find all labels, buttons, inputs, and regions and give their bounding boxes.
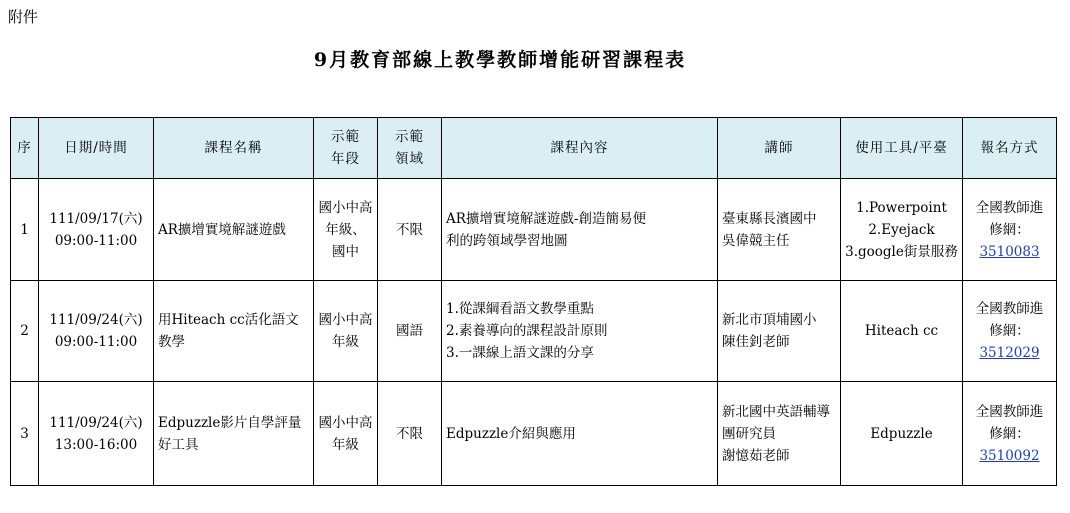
seq-cell: 3	[11, 382, 39, 486]
seq-cell: 2	[11, 281, 39, 382]
signup-cell: 全國教師進 修網： 3510092	[963, 382, 1057, 486]
header-lecturer: 講師	[718, 118, 841, 179]
lecturer-cell: 臺東縣長濱國中 吳偉競主任	[718, 179, 841, 281]
domain-cell: 不限	[378, 382, 442, 486]
header-tools: 使用工具/平臺	[841, 118, 963, 179]
header-course-name: 課程名稱	[154, 118, 314, 179]
table-row	[11, 179, 1057, 281]
content-cell: Edpuzzle介紹與應用	[442, 382, 718, 486]
grade-cell: 國小中高 年級、 國中	[314, 179, 378, 281]
header-signup: 報名方式	[963, 118, 1057, 179]
table-row	[11, 382, 1057, 486]
page-title: 9月教育部線上教學教師增能研習課程表	[313, 49, 687, 71]
seq-cell: 1	[11, 179, 39, 281]
grade-cell: 國小中高 年級	[314, 281, 378, 382]
header-grade: 示範 年段	[314, 118, 378, 179]
signup-course-link[interactable]: 3512029	[979, 345, 1040, 361]
lecturer-cell: 新北市頂埔國小 陳佳釗老師	[718, 281, 841, 382]
course-name-cell: 用Hiteach cc活化語文教學	[154, 281, 314, 382]
table-header-row	[11, 118, 1057, 179]
datetime-cell: 111/09/24(六) 13:00-16:00	[39, 382, 154, 486]
header-seq: 序	[11, 118, 39, 179]
tools-cell: Edpuzzle	[841, 382, 963, 486]
course-name-cell: Edpuzzle影片自學評量好工具	[154, 382, 314, 486]
annex-label: 附件	[8, 8, 39, 26]
tools-cell: 1.Powerpoint 2.Eyejack 3.google街景服務	[841, 179, 963, 281]
signup-cell: 全國教師進 修網： 3512029	[963, 281, 1057, 382]
datetime-cell: 111/09/24(六) 09:00-11:00	[39, 281, 154, 382]
header-content: 課程內容	[442, 118, 718, 179]
table-row	[11, 281, 1057, 382]
signup-course-link[interactable]: 3510092	[979, 447, 1040, 464]
course-schedule-table	[10, 117, 1057, 486]
lecturer-cell: 新北國中英語輔導 團研究員 謝憶茹老師	[718, 382, 841, 486]
domain-cell: 國語	[378, 281, 442, 382]
datetime-cell: 111/09/17(六) 09:00-11:00	[39, 179, 154, 281]
header-datetime: 日期/時間	[39, 118, 154, 179]
signup-course-link[interactable]: 3510083	[979, 243, 1040, 260]
course-name-cell: AR擴增實境解謎遊戲	[154, 179, 314, 281]
content-cell: 1.從課綱看語文教學重點 2.素養導向的課程設計原則 3.一課線上語文課的分享	[442, 281, 718, 382]
signup-cell: 全國教師進 修網： 3510083	[963, 179, 1057, 281]
tools-cell: Hiteach cc	[841, 281, 963, 382]
header-domain: 示範 領域	[378, 118, 442, 179]
domain-cell: 不限	[378, 179, 442, 281]
content-cell: AR擴增實境解謎遊戲-創造簡易便 利的跨領域學習地圖	[442, 179, 718, 281]
grade-cell: 國小中高 年級	[314, 382, 378, 486]
